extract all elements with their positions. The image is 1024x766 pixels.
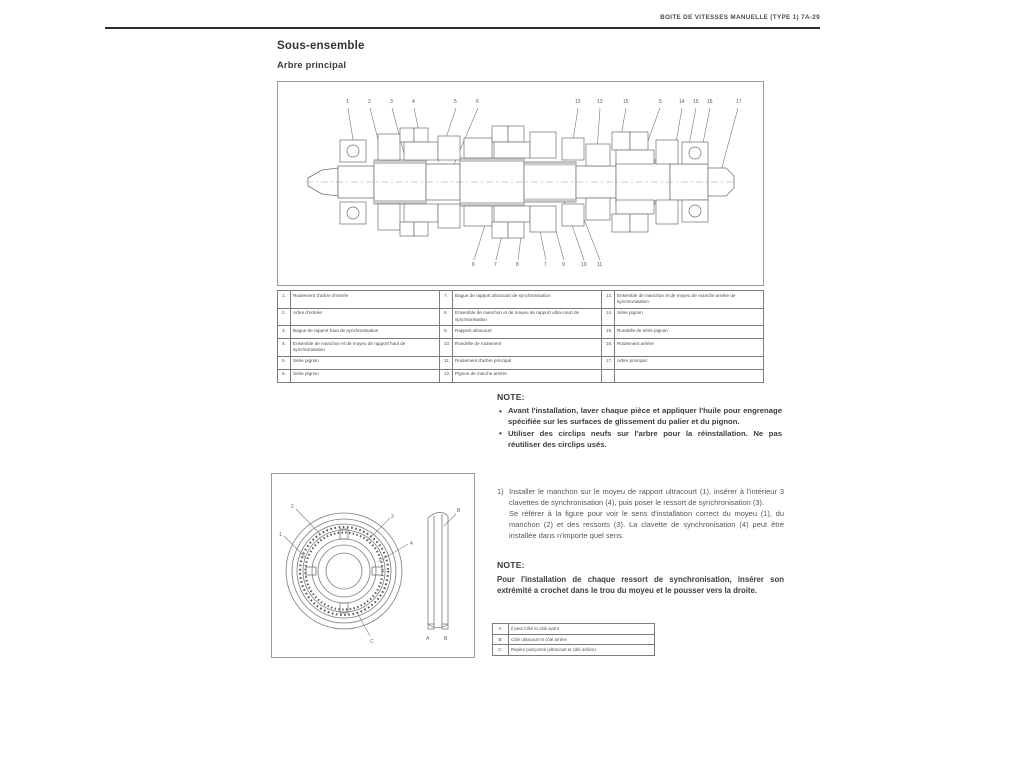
- part-number: 11.: [440, 356, 453, 369]
- callout-top-7: 12: [575, 99, 581, 105]
- running-title: BOITE DE VITESSES MANUELLE (TYPE 1) 7A-29: [660, 14, 820, 21]
- part-number: 3.: [278, 326, 291, 339]
- step-lead: [497, 487, 784, 509]
- step-marker: 1): [497, 487, 504, 496]
- table-row: [278, 326, 764, 339]
- table-row: [278, 356, 764, 369]
- part-number: 17.: [602, 356, 615, 369]
- synchronizer-figure: [271, 473, 475, 658]
- callout-top-3: 3: [390, 99, 393, 105]
- legend-row: [493, 634, 655, 645]
- part-label: Arbre d'entrée: [291, 308, 440, 326]
- part-label: [615, 369, 764, 382]
- part-label: Bague de rapport haut de synchronisation: [291, 326, 440, 339]
- part-number: 12.: [440, 369, 453, 382]
- part-number: 14.: [602, 308, 615, 326]
- callout-top-12: 15: [693, 99, 699, 105]
- note-body: Pour l'installation de chaque ressort de synchronisation, insérer son extrémité a crochet dans le trou du moyeu et le pousser vers la droite.: [497, 575, 784, 596]
- svg-text:3: 3: [391, 514, 394, 520]
- svg-text:B: B: [444, 636, 448, 642]
- callout-top-4: 4: [412, 99, 415, 105]
- legend-label: Repère poinçonné (ultracourt et côté arrière): [509, 645, 655, 656]
- part-label: Rondelle de série pignon: [615, 326, 764, 339]
- note-block-2: [497, 560, 784, 597]
- callout-top-2: 2: [368, 99, 371, 105]
- legend-label: Côté ultracourt et côté arrière: [509, 634, 655, 645]
- mainshaft-drawing: [278, 82, 763, 285]
- table-row: [278, 308, 764, 326]
- part-number: 9.: [440, 326, 453, 339]
- legend-key: A:: [493, 624, 509, 635]
- part-label: Rapport ultracourt: [453, 326, 602, 339]
- mainshaft-svg: [278, 82, 763, 285]
- callout-bottom-7: 11: [597, 262, 603, 268]
- part-label: Série pignon: [615, 308, 764, 326]
- part-number: [602, 369, 615, 382]
- part-label: Rondelle de roulement: [453, 339, 602, 357]
- callout-bottom-6: 10: [581, 262, 587, 268]
- callout-bottom-1: 6: [472, 262, 475, 268]
- note-bullet: • Utiliser des circlips neufs sur l'arbre pour la réinstallation. Ne pas réutiliser des circlips usés.: [497, 429, 782, 451]
- legend-row: [493, 645, 655, 656]
- note-block-1: [497, 392, 782, 452]
- svg-text:2: 2: [291, 504, 294, 510]
- note-heading: NOTE:: [497, 560, 525, 570]
- page-header: [105, 14, 820, 30]
- parts-table: [277, 290, 764, 383]
- callout-top-8: 13: [597, 99, 603, 105]
- callout-bottom-5: 9: [562, 262, 565, 268]
- legend-key: B:: [493, 634, 509, 645]
- part-label: Série pignon: [291, 356, 440, 369]
- step-continuation: Se référer à la figure pour voir le sens d'installation correct du moyeu (1), du manchon (2) et des ressorts (3). La clavette de synchronisation (4) peut être installée dans n'importe quel sens.: [509, 508, 784, 540]
- part-label: Série pignon: [291, 369, 440, 382]
- note-bullet: • Avant l'installation, laver chaque pièce et appliquer l'huile pour engrenage spécifiée sur les surfaces de glissement du palier et du pignon.: [497, 406, 782, 428]
- header-rule: [105, 27, 820, 29]
- subsection-title: Arbre principal: [277, 60, 347, 70]
- part-number: 13.: [602, 291, 615, 309]
- table-row: [278, 369, 764, 382]
- part-number: 10.: [440, 339, 453, 357]
- part-number: 7.: [440, 291, 453, 309]
- legend-key: C:: [493, 645, 509, 656]
- part-label: Ensemble de manchon et de moyeu de rapport haut de synchronisation: [291, 339, 440, 357]
- part-label: Roulement arrière: [615, 339, 764, 357]
- note-heading: NOTE:: [497, 392, 525, 402]
- part-label: Roulement d'arbre d'entrée: [291, 291, 440, 309]
- part-number: 8.: [440, 308, 453, 326]
- part-number: 6.: [278, 369, 291, 382]
- step-lead-text: Installer le manchon sur le moyeu de rapport ultracourt (1), insérer à l'intérieur 3 clavettes de synchronisation (4), puis poser le ressort de synchronisation (3).: [509, 487, 784, 507]
- svg-text:B: B: [457, 508, 461, 514]
- callout-top-14: 17: [736, 99, 742, 105]
- part-label: Roulement d'arbre principal: [453, 356, 602, 369]
- svg-text:A: A: [426, 636, 430, 642]
- part-label: Ensemble de manchon et de moyeu de manche arrière de synchronisation: [615, 291, 764, 309]
- part-label: Bague de rapport ultracourt de synchronisation: [453, 291, 602, 309]
- callout-top-1: 1: [346, 99, 349, 105]
- callout-top-9: 15: [623, 99, 629, 105]
- part-number: 16.: [602, 339, 615, 357]
- part-number: 5.: [278, 356, 291, 369]
- part-label: Arbre principal: [615, 356, 764, 369]
- callout-top-13: 16: [707, 99, 713, 105]
- callout-top-6: 6: [476, 99, 479, 105]
- callout-bottom-3: 8: [516, 262, 519, 268]
- callout-top-11: 14: [679, 99, 685, 105]
- part-number: 2.: [278, 308, 291, 326]
- part-number: 4.: [278, 339, 291, 357]
- svg-text:4: 4: [410, 541, 413, 547]
- synchronizer-svg: [272, 474, 474, 657]
- note-bullet-list: [497, 406, 782, 451]
- legend-label: Il peut Côté et côté avant: [509, 624, 655, 635]
- part-number: 15.: [602, 326, 615, 339]
- part-number: 1.: [278, 291, 291, 309]
- callout-bottom-2: 7: [494, 262, 497, 268]
- svg-text:C: C: [370, 639, 374, 645]
- mainshaft-figure: [277, 81, 764, 286]
- table-row: [278, 291, 764, 309]
- procedure-step-1: [497, 487, 784, 541]
- callout-top-10: 5: [659, 99, 662, 105]
- part-label: Pignon de marche arrière: [453, 369, 602, 382]
- callout-top-5: 5: [454, 99, 457, 105]
- table-row: [278, 339, 764, 357]
- legend-table: [492, 623, 655, 656]
- legend-row: [493, 624, 655, 635]
- part-label: Ensemble de manchon et de moyeu de rapport ultra-court de synchronisation: [453, 308, 602, 326]
- section-title: Sous-ensemble: [277, 40, 365, 52]
- svg-text:1: 1: [279, 532, 282, 538]
- callout-bottom-4: 7: [544, 262, 547, 268]
